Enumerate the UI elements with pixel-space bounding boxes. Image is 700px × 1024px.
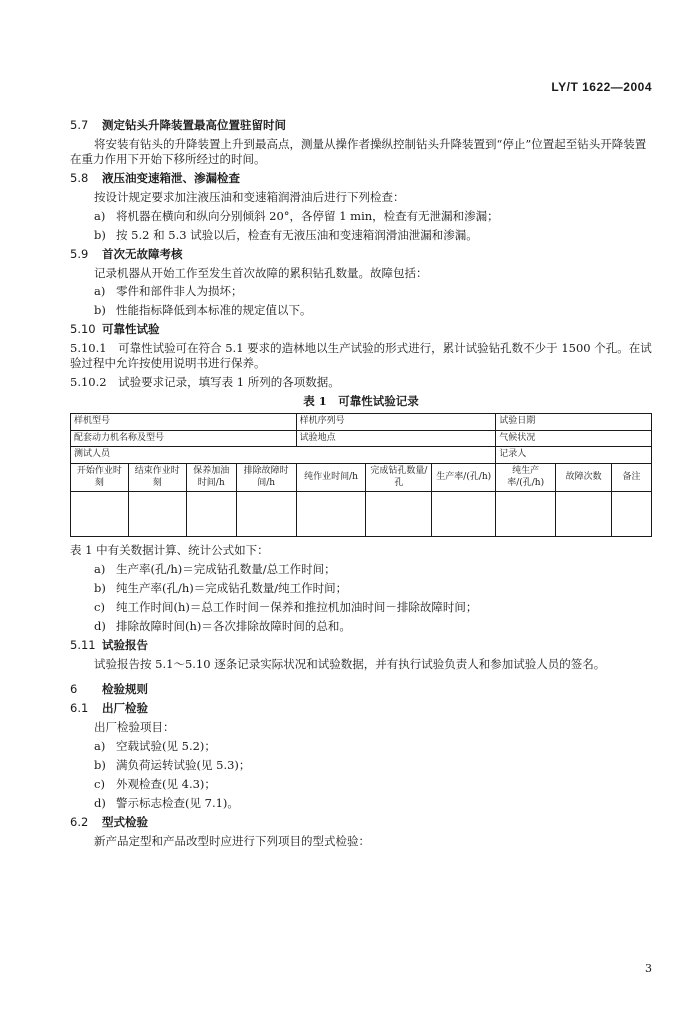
- section-6-2-text: 新产品定型和产品改型时应进行下列项目的型式检验：: [94, 833, 370, 848]
- section-5-9-text: 记录机器从开始工作至发生首次故障的累积钻孔数量。故障包括：: [94, 265, 428, 280]
- list-text: 警示标志检查(见 7.1)。: [116, 795, 239, 810]
- list-item: [94, 228, 652, 243]
- list-marker: d): [94, 619, 106, 634]
- table-empty-cell: [128, 492, 186, 537]
- table-column-header: 纯生产率/(孔/h): [496, 464, 556, 492]
- table-column-header: 故障次数: [556, 464, 612, 492]
- standard-code: LY/T 1622—2004: [551, 80, 652, 94]
- section-number: 5.9: [70, 246, 89, 261]
- section-number: 5.11: [70, 638, 96, 653]
- table-column-header: 排除故障时间/h: [236, 464, 296, 492]
- table-empty-cell: [612, 492, 652, 537]
- table-cell: 记录人: [496, 447, 652, 464]
- list-text: 满负荷运转试验(见 5.3)；: [116, 757, 251, 772]
- table-cell: 气候状况: [496, 430, 652, 447]
- formulas-intro: 表 1 中有关数据计算、统计公式如下：: [70, 543, 269, 558]
- section-5-11-heading: [70, 638, 652, 653]
- list-text: 纯生产率(孔/h)＝完成钻孔数量/纯工作时间；: [116, 581, 348, 596]
- section-5-9-heading: [70, 247, 652, 262]
- list-marker: b): [94, 303, 106, 318]
- list-item: [94, 600, 652, 615]
- section-5-8-text: 按设计规定要求加注液压油和变速箱润滑油后进行下列检查：: [94, 189, 405, 204]
- subsection-number: 5.10.1: [70, 341, 107, 356]
- list-marker: d): [94, 795, 106, 810]
- list-item: [94, 284, 652, 299]
- section-5-10-2: [70, 375, 652, 390]
- table-cell: 试验地点: [296, 430, 496, 447]
- list-marker: b): [94, 581, 106, 596]
- list-text: 性能指标降低到本标准的规定值以下。: [116, 303, 312, 318]
- table-column-header: 纯作业时间/h: [296, 464, 366, 492]
- table-column-header: 开始作业时刻: [71, 464, 129, 492]
- list-marker: c): [94, 600, 105, 615]
- table-column-header: 备注: [612, 464, 652, 492]
- section-title: 首次无故障考核: [102, 246, 183, 261]
- list-text: 排除故障时间(h)＝各次排除故障时间的总和。: [116, 619, 351, 634]
- list-marker: a): [94, 208, 106, 223]
- section-title: 液压油变速箱泄、渗漏检查: [102, 170, 240, 185]
- list-item: [94, 562, 652, 577]
- section-title: 型式检验: [102, 814, 148, 829]
- section-6-2-heading: [70, 815, 652, 830]
- section-title: 测定钻头升降装置最高位置驻留时间: [102, 118, 286, 132]
- section-number: 6: [70, 682, 78, 696]
- list-item: [94, 581, 652, 596]
- section-number: 5.10: [70, 322, 96, 337]
- table-column-header: 保养加油时间/h: [186, 464, 236, 492]
- subsection-number: 5.10.2: [70, 375, 107, 390]
- page-number: 3: [645, 961, 652, 975]
- table-empty-cell: [296, 492, 366, 537]
- section-title: 试验报告: [102, 638, 148, 653]
- section-6-1-heading: [70, 701, 652, 716]
- table-cell: 测试人员: [71, 447, 496, 464]
- section-number: 6.2: [70, 814, 89, 829]
- table-empty-cell: [556, 492, 612, 537]
- section-5-7-heading: [70, 118, 652, 133]
- list-text: 按 5.2 和 5.3 试验以后，检查有无液压油和变速箱润滑油泄漏和渗漏。: [116, 227, 478, 242]
- list-text: 纯工作时间(h)＝总工作时间－保养和推拉机加油时间－排除故障时间；: [116, 600, 478, 615]
- table-empty-cell: [186, 492, 236, 537]
- table-cell: 样机型号: [71, 414, 297, 431]
- list-item: [94, 758, 652, 773]
- list-text: 将机器在横向和纵向分别倾斜 20°，各停留 1 min，检查有无泄漏和渗漏；: [116, 208, 499, 223]
- subsection-text: 可靠性试验可在符合 5.1 要求的造林地以生产试验的形式进行，累计试验钻孔数不少于 1500 个孔。在试验过程中允许按使用说明书进行保养。: [70, 341, 652, 371]
- list-item: [94, 209, 652, 224]
- section-6-heading: [70, 682, 652, 697]
- list-item: [94, 739, 652, 754]
- list-text: 外观检查(见 4.3)；: [116, 776, 216, 791]
- table-empty-cell: [496, 492, 556, 537]
- list-item: [94, 796, 652, 811]
- list-text: 生产率(孔/h)＝完成钻孔数量/总工作时间；: [116, 562, 336, 577]
- section-title: 出厂检验: [102, 700, 148, 715]
- section-5-10-heading: [70, 322, 652, 337]
- section-6-1-text: 出厂检验项目：: [94, 719, 175, 734]
- list-item: [94, 303, 652, 318]
- table-cell: 样机序列号: [296, 414, 496, 431]
- table-cell: 配套动力机名称及型号: [71, 430, 297, 447]
- section-number: 6.1: [70, 700, 89, 715]
- section-number: 5.7: [70, 118, 89, 132]
- table-empty-cell: [236, 492, 296, 537]
- list-text: 零件和部件非人为损坏；: [116, 284, 243, 299]
- list-item: [94, 777, 652, 792]
- list-marker: b): [94, 227, 106, 242]
- section-title: 检验规则: [102, 682, 148, 696]
- table-empty-cell: [432, 492, 496, 537]
- section-number: 5.8: [70, 170, 89, 185]
- reliability-record-table: [70, 413, 652, 537]
- document-body: [70, 118, 652, 852]
- table-cell: 试验日期: [496, 414, 652, 431]
- table-empty-cell: [366, 492, 432, 537]
- list-marker: a): [94, 562, 106, 577]
- list-item: [94, 619, 652, 634]
- table-column-header: 完成钻孔数量/孔: [366, 464, 432, 492]
- list-marker: c): [94, 776, 105, 791]
- section-5-11-text: 试验报告按 5.1～5.10 逐条记录实际状况和试验数据，并有执行试验负责人和参加试验人员的签名。: [94, 657, 606, 672]
- table-title: 表 1 可靠性试验记录: [303, 394, 419, 409]
- list-marker: b): [94, 757, 106, 772]
- list-marker: a): [94, 738, 106, 753]
- list-text: 空载试验(见 5.2)；: [116, 738, 216, 753]
- list-marker: a): [94, 284, 106, 299]
- table-column-header: 生产率/(孔/h): [432, 464, 496, 492]
- section-5-7-text: 将安装有钻头的升降装置上升到最高点，测量从操作者操纵控制钻头升降装置到“停止”位置起至钻头开降装置在重力作用下开始下移所经过的时间。: [70, 136, 647, 166]
- table-empty-cell: [71, 492, 129, 537]
- section-5-10-1: [70, 341, 652, 371]
- table-column-header: 结束作业时刻: [128, 464, 186, 492]
- section-5-8-heading: [70, 171, 652, 186]
- section-title: 可靠性试验: [102, 322, 160, 337]
- subsection-text: 试验要求记录，填写表 1 所列的各项数据。: [118, 375, 340, 390]
